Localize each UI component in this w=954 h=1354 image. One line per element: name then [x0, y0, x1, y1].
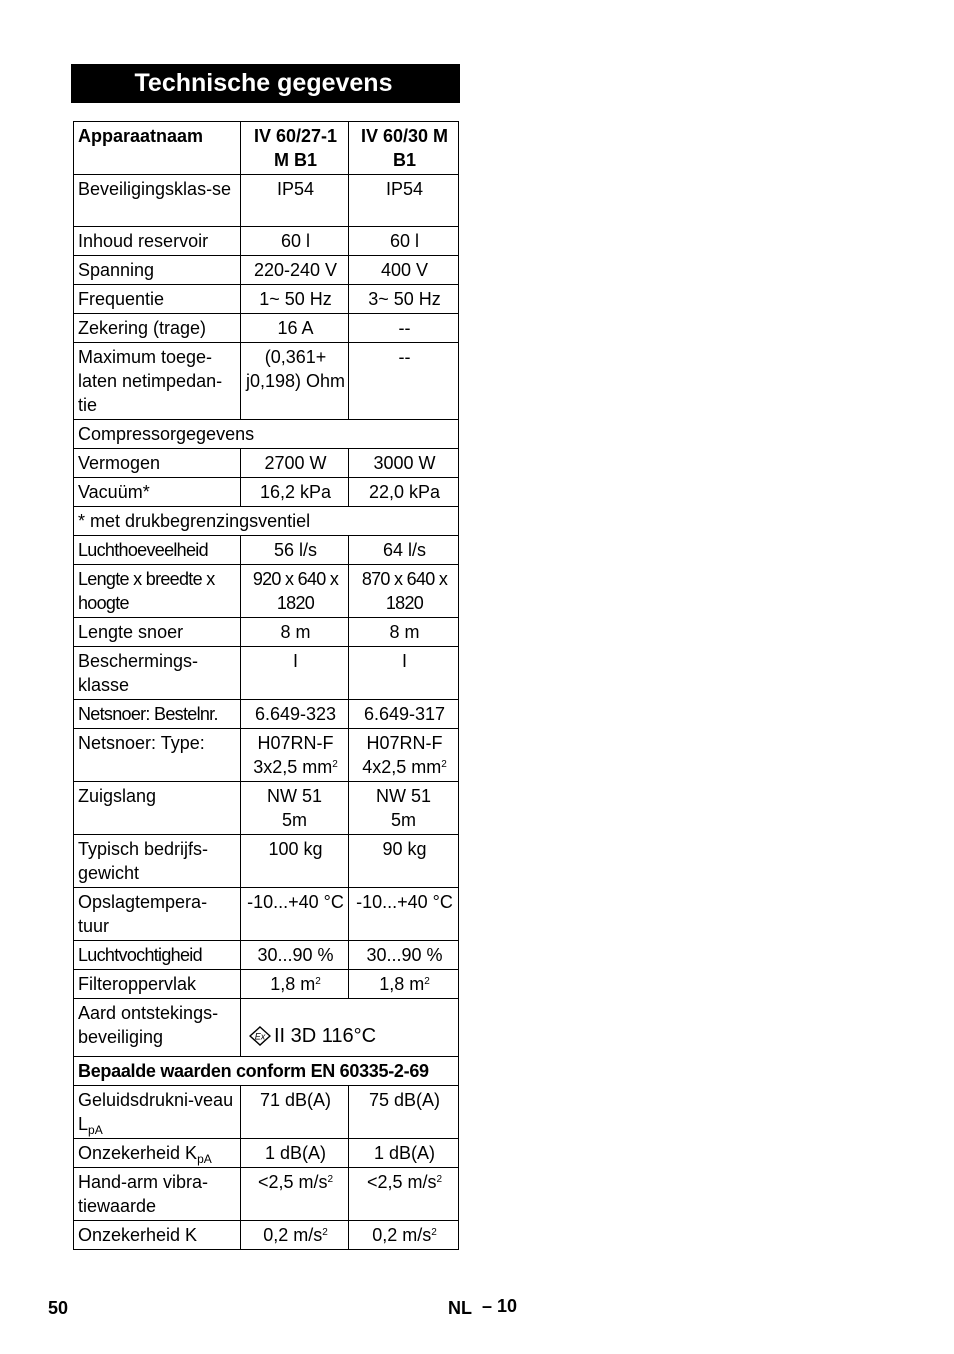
row-value-2: 60 l — [349, 227, 459, 256]
row-value-1: (0,361+ j0,198) Ohm — [241, 343, 349, 420]
row-value-2 — [349, 729, 459, 782]
table-row — [74, 970, 459, 999]
row-value-1: 71 dB(A) — [241, 1086, 349, 1139]
row-label: Frequentie — [74, 285, 241, 314]
svg-text:Ex: Ex — [254, 1031, 266, 1042]
row-value-1 — [241, 1221, 349, 1250]
table-row — [74, 999, 459, 1057]
row-value-1: 100 kg — [241, 835, 349, 888]
row-value-2: 22,0 kPa — [349, 478, 459, 507]
section-measured-values: Bepaalde waarden conform EN 60335-2-69 — [74, 1057, 459, 1086]
cable-section-2: 4x2,5 mm — [362, 757, 442, 777]
uncertainty-label: Onzekerheid K — [78, 1143, 198, 1163]
row-label: Spanning — [74, 256, 241, 285]
row-label: Lengte snoer — [74, 618, 241, 647]
explosion-protection-value — [241, 999, 459, 1057]
row-label: Onzekerheid K — [74, 1221, 241, 1250]
row-value-2: 870 x 640 x 1820 — [349, 565, 459, 618]
vibration-value-2: <2,5 m/s — [366, 1172, 437, 1192]
table-row — [74, 647, 459, 700]
table-row — [74, 1086, 459, 1139]
page-number: 50 — [48, 1298, 69, 1318]
table-header-row — [74, 122, 459, 175]
filter-area-2: 1,8 m — [379, 974, 425, 994]
filter-area-1: 1,8 m — [270, 974, 316, 994]
noise-label: Geluidsdrukni-veau L — [78, 1090, 234, 1134]
table-row — [74, 449, 459, 478]
header-model-1: IV 60/27-1 M B1 — [241, 122, 349, 175]
row-label: Zuigslang — [74, 782, 241, 835]
row-label: Hand-arm vibra-tiewaarde — [74, 1168, 241, 1221]
row-label: Inhoud reservoir — [74, 227, 241, 256]
subscript: pA — [197, 1152, 212, 1166]
table-row — [74, 782, 459, 835]
row-label: Luchthoeveelheid — [74, 536, 241, 565]
superscript: 2 — [322, 1227, 328, 1238]
vibration-value-1: <2,5 m/s — [257, 1172, 328, 1192]
row-value-2: 64 l/s — [349, 536, 459, 565]
row-value-2: 6.649-317 — [349, 700, 459, 729]
technical-data-table — [73, 121, 459, 1250]
superscript: 2 — [431, 1227, 437, 1238]
table-row — [74, 565, 459, 618]
table-row — [74, 835, 459, 888]
row-value-2 — [349, 1221, 459, 1250]
table-row — [74, 536, 459, 565]
row-label: Luchtvochtigheid — [74, 941, 241, 970]
row-label: Opslagtempera-tuur — [74, 888, 241, 941]
row-label: Typisch bedrijfs-gewicht — [74, 835, 241, 888]
row-label — [74, 1086, 241, 1139]
uncertainty-k-value-2: 0,2 m/s — [372, 1225, 432, 1245]
header-model-2: IV 60/30 M B1 — [349, 122, 459, 175]
row-value-1: 6.649-323 — [241, 700, 349, 729]
row-value-1 — [241, 729, 349, 782]
row-value-2: I — [349, 647, 459, 700]
row-value-2: -10...+40 °C — [349, 888, 459, 941]
row-label: Vermogen — [74, 449, 241, 478]
cable-type-2: H07RN-F — [366, 733, 443, 753]
table-row — [74, 729, 459, 782]
row-value-2: 400 V — [349, 256, 459, 285]
language-code: NL — [448, 1298, 472, 1318]
row-label: Netsnoer: Bestelnr. — [74, 700, 241, 729]
table-row — [74, 1221, 459, 1250]
table-row — [74, 941, 459, 970]
superscript: 2 — [332, 759, 338, 770]
row-label: Maximum toege-laten netimpedan-tie — [74, 343, 241, 420]
superscript: 2 — [327, 1174, 334, 1185]
table-row — [74, 227, 459, 256]
row-value-2: 30...90 % — [349, 941, 459, 970]
row-value-2: 8 m — [349, 618, 459, 647]
row-label — [74, 1139, 241, 1168]
row-label: Beveiligingsklas-se — [74, 175, 241, 227]
table-row — [74, 618, 459, 647]
cable-type-1: H07RN-F — [257, 733, 334, 753]
row-value-2 — [349, 1168, 459, 1221]
table-row — [74, 314, 459, 343]
row-value-1: 220-240 V — [241, 256, 349, 285]
superscript: 2 — [436, 1174, 443, 1185]
row-value-1 — [241, 970, 349, 999]
superscript: 2 — [424, 976, 430, 987]
row-label: Lengte x breedte x hoogte — [74, 565, 241, 618]
row-value-2: 3000 W — [349, 449, 459, 478]
section-page-number: – 10 — [482, 1296, 518, 1316]
table-row — [74, 175, 459, 227]
row-label: Zekering (trage) — [74, 314, 241, 343]
row-value-1: IP54 — [241, 175, 349, 227]
row-value-1: -10...+40 °C — [241, 888, 349, 941]
section-row — [74, 1057, 459, 1086]
row-value-2: NW 51 5m — [349, 782, 459, 835]
row-value-1: 8 m — [241, 618, 349, 647]
row-value-1: 2700 W — [241, 449, 349, 478]
row-value-1: 16,2 kPa — [241, 478, 349, 507]
table-row — [74, 256, 459, 285]
row-label: Aard ontstekings-beveiliging — [74, 999, 241, 1057]
table-row — [74, 478, 459, 507]
cable-section-1: 3x2,5 mm — [253, 757, 333, 777]
row-value-1: 30...90 % — [241, 941, 349, 970]
row-value-1: 920 x 640 x 1820 — [241, 565, 349, 618]
ex-protection-icon — [249, 1026, 271, 1052]
row-value-1: 1~ 50 Hz — [241, 285, 349, 314]
row-value-1: I — [241, 647, 349, 700]
section-compressor: Compressorgegevens — [74, 420, 459, 449]
table-row — [74, 700, 459, 729]
row-value-2: -- — [349, 343, 459, 420]
header-label: Apparaatnaam — [74, 122, 241, 175]
row-value-1: 56 l/s — [241, 536, 349, 565]
subscript: pA — [88, 1123, 103, 1137]
row-label: Vacuüm* — [74, 478, 241, 507]
row-value-2: 90 kg — [349, 835, 459, 888]
table-row — [74, 343, 459, 420]
page-title: Technische gegevens — [71, 64, 460, 103]
table-row — [74, 285, 459, 314]
uncertainty-k-value-1: 0,2 m/s — [263, 1225, 323, 1245]
section-row — [74, 420, 459, 449]
explosion-class: II 3D 116°C — [274, 1025, 377, 1047]
row-value-2: 1 dB(A) — [349, 1139, 459, 1168]
row-label: Netsnoer: Type: — [74, 729, 241, 782]
table-row — [74, 1168, 459, 1221]
row-value-2: 3~ 50 Hz — [349, 285, 459, 314]
row-value-1 — [241, 1168, 349, 1221]
row-label: Beschermings-klasse — [74, 647, 241, 700]
row-value-1: 16 A — [241, 314, 349, 343]
table-row — [74, 1139, 459, 1168]
superscript: 2 — [441, 759, 447, 770]
row-value-2 — [349, 970, 459, 999]
row-value-2: -- — [349, 314, 459, 343]
superscript: 2 — [315, 976, 321, 987]
table-row — [74, 888, 459, 941]
footnote: * met drukbegrenzingsventiel — [74, 507, 459, 536]
row-value-1: NW 51 5m — [241, 782, 349, 835]
row-value-1: 1 dB(A) — [241, 1139, 349, 1168]
row-value-2: IP54 — [349, 175, 459, 227]
row-value-2: 75 dB(A) — [349, 1086, 459, 1139]
row-value-1: 60 l — [241, 227, 349, 256]
row-label: Filteroppervlak — [74, 970, 241, 999]
footnote-row — [74, 507, 459, 536]
